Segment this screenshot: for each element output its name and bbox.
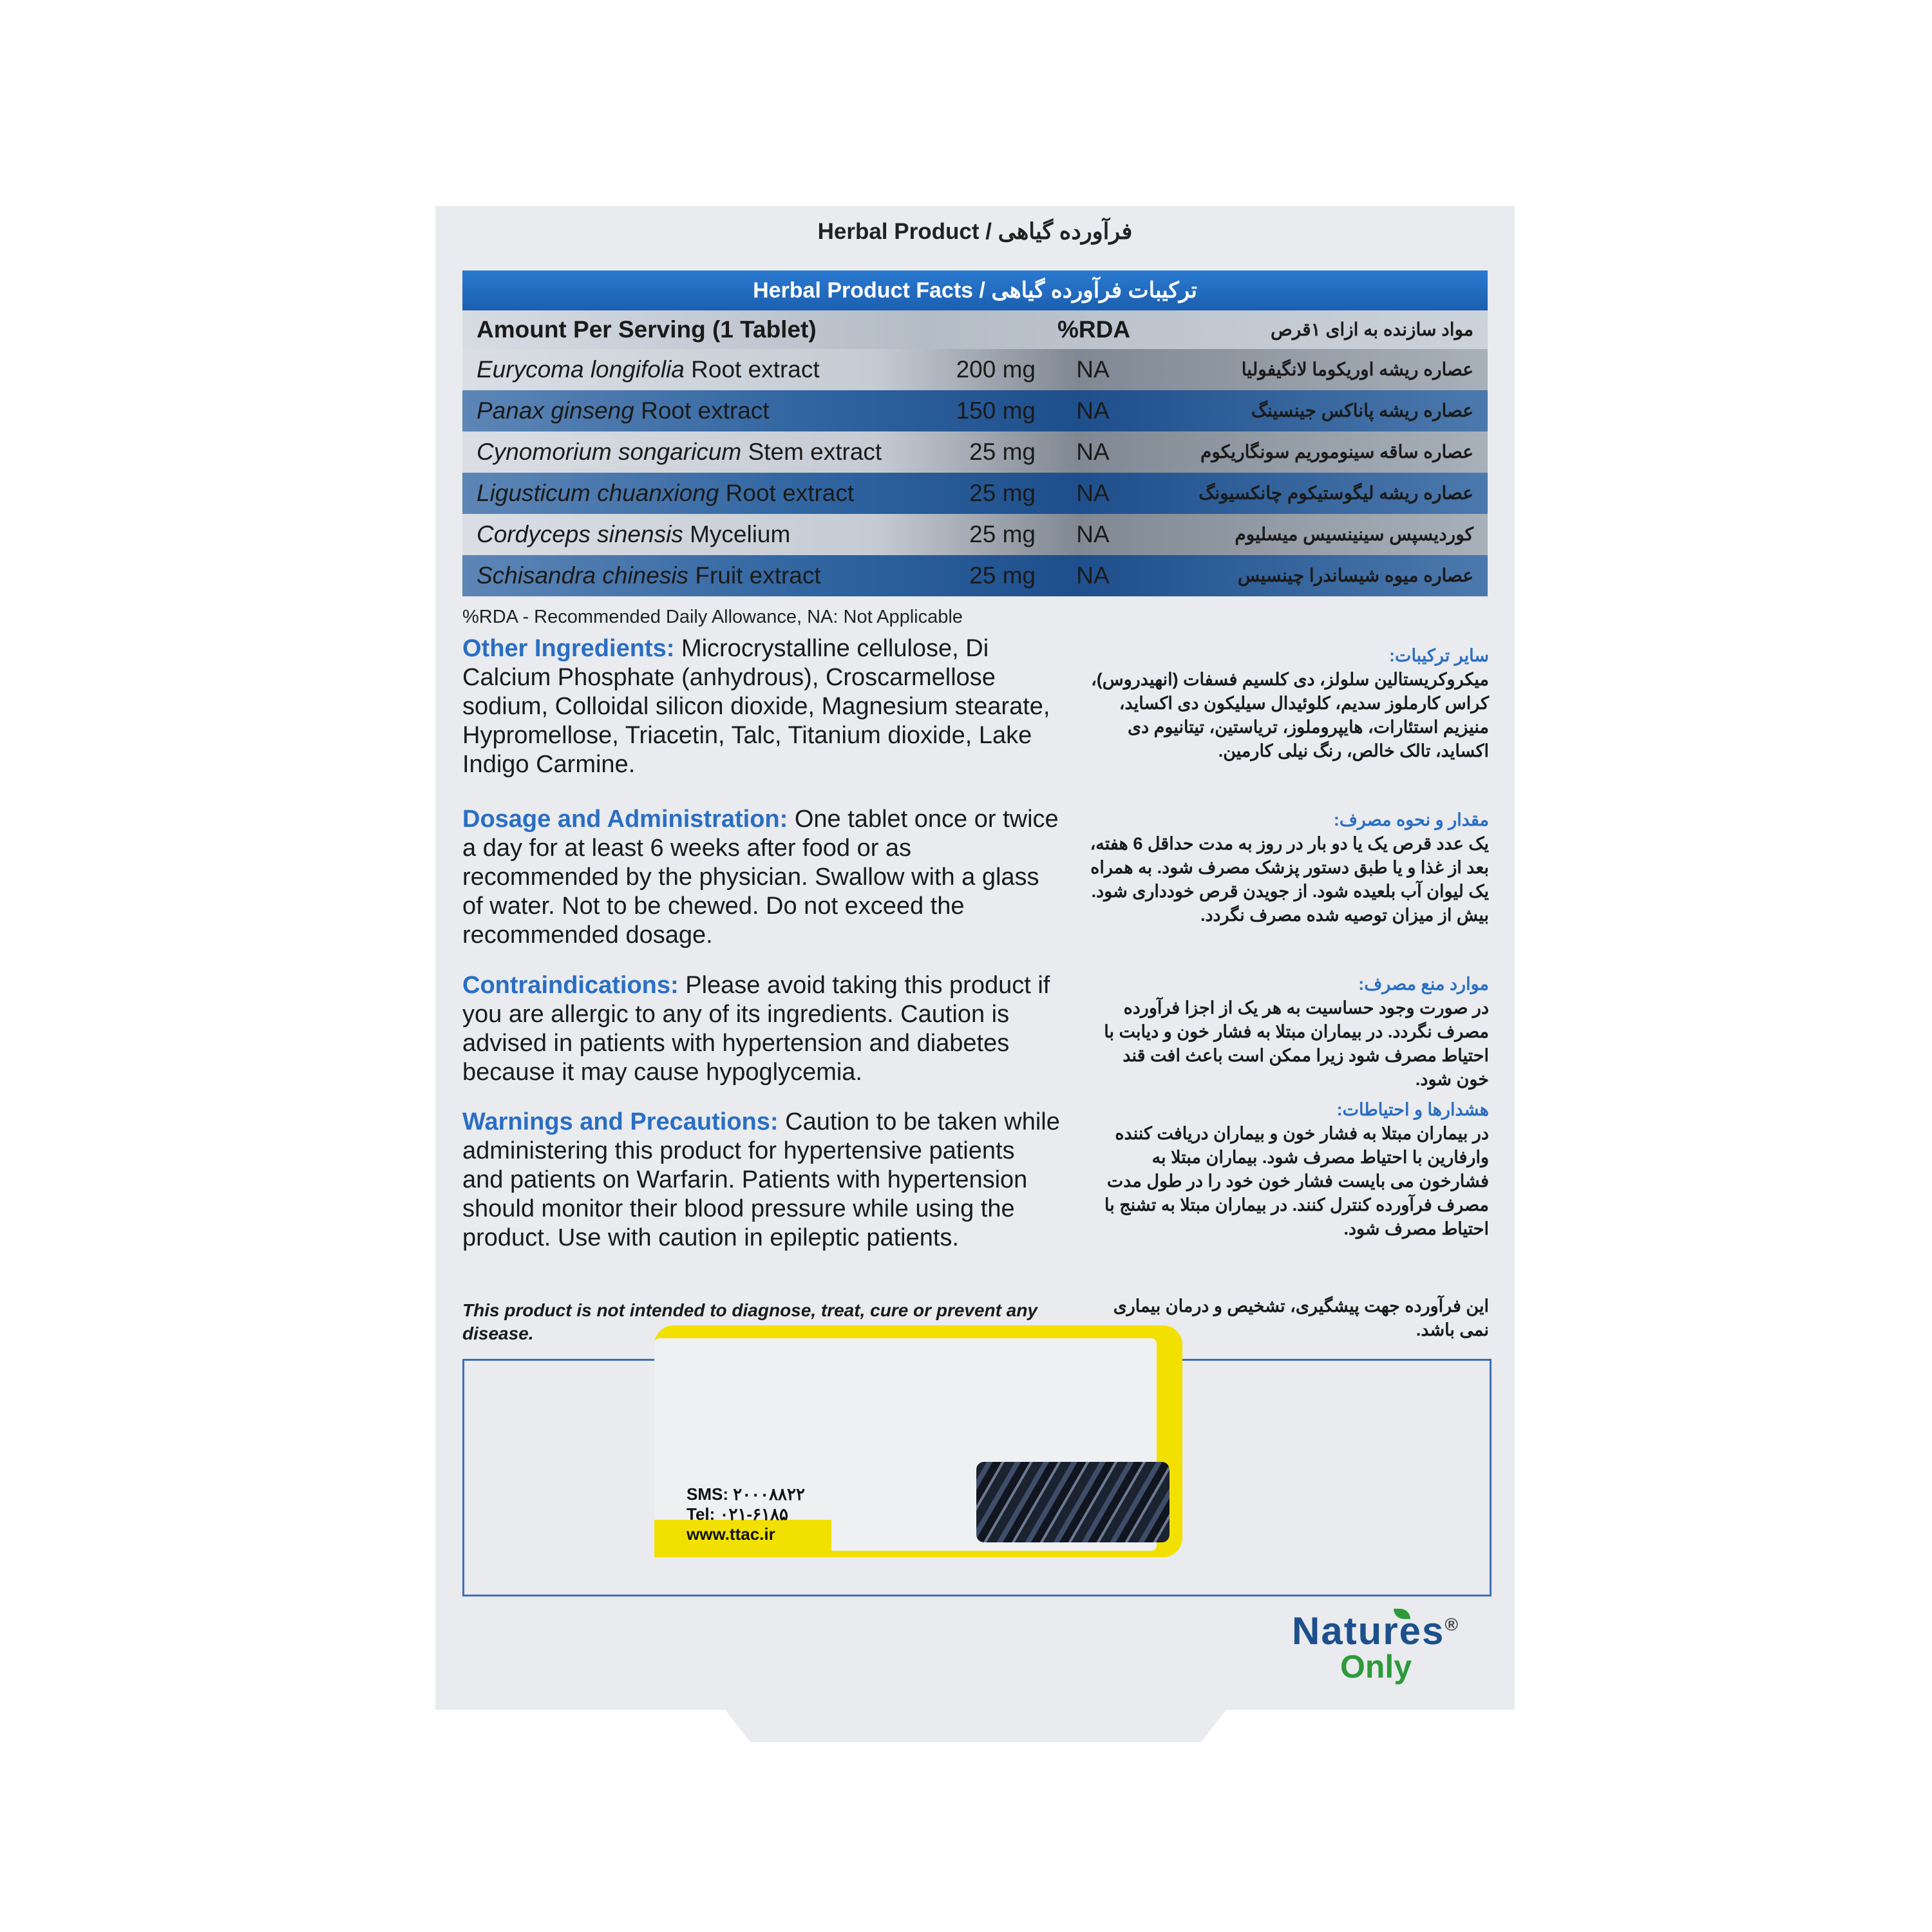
warn-heading: Warnings and Precautions: <box>462 1108 779 1135</box>
dosage-heading-fa: مقدار و نحوه مصرف: <box>1333 810 1489 829</box>
ingredient-name <box>477 473 854 514</box>
sticker-tel: Tel: ۰۲۱-۶۱۸۵ <box>687 1504 788 1524</box>
sticker-web: www.ttac.ir <box>687 1524 775 1544</box>
ingredient-rda: NA <box>1076 356 1110 383</box>
dosage-heading: Dosage and Administration: <box>462 806 788 833</box>
ingredient-rda: NA <box>1076 480 1110 506</box>
ingredient-amount: 25 mg <box>969 562 1036 589</box>
contraindications-section <box>462 971 1061 1087</box>
other-body: Microcrystalline cellulose, Di Calcium Phosphate (anhydrous), Croscarmellose sodium, Colloidal silicon dioxide, Magnesium stearate, Hypromellose, Triacetin, Talc, Titanium dioxide, Lake Indigo Carmine. <box>462 635 1050 778</box>
dosage-body: One tablet once or twice a day for at least 6 weeks after food or as recommended by the physician. Swallow with a glass of water. Not to be chewed. Do not exceed the recommended dosage. <box>462 806 1059 949</box>
ingredient-name <box>477 349 820 390</box>
dosage-section <box>462 805 1061 950</box>
col-fa: مواد سازنده به ازای ۱قرص <box>1270 319 1473 339</box>
other-ingredients-fa <box>1090 644 1489 763</box>
ingredient-fa: عصاره ساقه سینوموریم سونگاریکوم <box>1200 442 1473 462</box>
ingredient-amount: 150 mg <box>956 397 1036 424</box>
other-heading-fa: سایر ترکیبات: <box>1389 646 1489 665</box>
ingredient-latin: Schisandra chinesis <box>477 562 689 589</box>
facts-row <box>462 431 1488 473</box>
ingredient-fa: عصاره میوه شیساندرا چینسیس <box>1237 565 1473 585</box>
contraindications-section-fa <box>1090 972 1489 1092</box>
facts-row <box>462 390 1488 431</box>
logo-line2: Only <box>1340 1649 1412 1685</box>
facts-row <box>462 349 1488 390</box>
ingredient-fa: عصاره ریشه پاناکس جینسینگ <box>1251 401 1473 421</box>
ingredient-part: Root extract <box>684 356 820 383</box>
logo-line1 <box>1292 1609 1459 1653</box>
other-heading: Other Ingredients: <box>462 635 675 662</box>
ingredient-part: Stem extract <box>741 439 882 465</box>
ingredient-latin: Ligusticum chuanxiong <box>477 480 719 506</box>
product-title: Herbal Product / فرآورده گیاهی <box>817 219 1133 244</box>
logo-natures: Natures <box>1292 1609 1445 1653</box>
bottom-tab <box>725 1710 1226 1742</box>
ingredient-latin: Eurycoma longifolia <box>477 356 685 383</box>
ingredient-latin: Panax ginseng <box>477 397 634 424</box>
col-serving: Amount Per Serving (1 Tablet) <box>477 316 817 343</box>
hologram-icon <box>976 1462 1170 1542</box>
contra-body-fa: در صورت وجود حساسیت به هر یک از اجزا فرآورده مصرف نگردد. در بیماران مبتلا به فشار خون و دیابت با احتیاط مصرف شود زیرا ممکن است باعث افت قند خون شود. <box>1104 998 1489 1089</box>
ingredient-amount: 200 mg <box>956 356 1036 383</box>
facts-row <box>462 514 1488 555</box>
ingredient-part: Mycelium <box>683 521 791 547</box>
facts-row <box>462 555 1488 596</box>
warnings-section <box>462 1108 1061 1253</box>
ingredient-rda: NA <box>1076 397 1110 424</box>
disclaimer-fa: این فرآورده جهت پیشگیری، تشخیص و درمان بیماری نمی باشد. <box>1113 1296 1489 1340</box>
ingredient-name <box>477 431 882 473</box>
warn-heading-fa: هشدارها و احتیاطات: <box>1336 1100 1489 1119</box>
facts-row <box>462 473 1488 514</box>
disclaimer: This product is not intended to diagnose, treat, cure or prevent any disease. <box>462 1300 1038 1343</box>
warn-body: Caution to be taken while administering this product for hypertensive patients and patients on Warfarin. Patients with hypertension should monitor their blood pressure while using the product. Use with caution in epileptic patients. <box>462 1108 1060 1251</box>
ingredient-rda: NA <box>1076 439 1110 465</box>
facts-header: Herbal Product Facts / ترکیبات فرآورده گیاهی <box>462 270 1488 310</box>
warnings-section-fa <box>1090 1098 1489 1241</box>
ingredient-latin: Cynomorium songaricum <box>477 439 742 465</box>
dosage-body-fa: یک عدد قرص یک یا دو بار در روز به مدت حداقل 6 هفته، بعد از غذا و یا طبق دستور پزشک مصرف شود. به همراه یک لیوان آب بلعیده شود. از جویدن قرص خودداری شود. بیش از میزان توصیه شده مصرف نگردد. <box>1090 834 1489 925</box>
ingredient-name <box>477 555 821 596</box>
other-ingredients <box>462 634 1061 779</box>
contra-heading-fa: موارد منع مصرف: <box>1358 974 1489 994</box>
ingredient-latin: Cordyceps sinensis <box>477 521 683 547</box>
contra-body: Please avoid taking this product if you are allergic to any of its ingredients. Caution is advised in patients with hypertension and diabetes because it may cause hypoglycemia. <box>462 972 1050 1086</box>
ingredient-fa: عصاره ریشه اوریکوما لانگیفولیا <box>1241 359 1473 379</box>
ingredient-amount: 25 mg <box>969 480 1036 506</box>
ingredient-name <box>477 390 770 431</box>
contra-heading: Contraindications: <box>462 972 679 999</box>
brand-logo <box>1292 1609 1459 1685</box>
registered-mark: ® <box>1444 1615 1460 1634</box>
sticker-sms: SMS: ۲۰۰۰۸۸۲۲ <box>687 1484 805 1504</box>
facts-table <box>462 270 1488 599</box>
other-body-fa: میکروکریستالین سلولز، دی کلسیم فسفات (انهیدروس)، کراس کارملوز سدیم، کلوئیدال سیلیکون دی اکساید، منیزیم استئارات، هایپروملوز، تریاستین، تیتانیوم دی اکساید، تالک خالص، رنگ نیلی کارمین. <box>1091 670 1489 761</box>
ingredient-fa: کوردیسپس سینینسیس میسلیوم <box>1235 524 1473 544</box>
label-panel <box>435 206 1515 1710</box>
ingredient-amount: 25 mg <box>969 521 1036 547</box>
ingredient-part: Fruit extract <box>688 562 821 589</box>
ingredient-fa: عصاره ریشه لیگوستیکوم چانکسیونگ <box>1198 483 1473 503</box>
ingredient-part: Root extract <box>634 397 770 424</box>
rda-note: %RDA - Recommended Daily Allowance, NA: Not Applicable <box>462 607 963 627</box>
warn-body-fa: در بیماران مبتلا به فشار خون و بیماران دریافت کننده وارفارین با احتیاط مصرف شود. بیماران مبتلا به فشارخون می بایست فشار خون خود را در طول مدت مصرف فرآورده کنترل کنند. در بیماران مبتلا به تشنج با احتیاط مصرف شود. <box>1104 1124 1489 1238</box>
col-rda: %RDA <box>1057 316 1131 343</box>
ingredient-rda: NA <box>1076 562 1110 589</box>
sticker-contact <box>687 1484 805 1544</box>
dosage-section-fa <box>1090 808 1489 927</box>
facts-column-header <box>462 310 1488 349</box>
ingredient-rda: NA <box>1076 521 1110 547</box>
ingredient-part: Root extract <box>719 480 855 506</box>
ingredient-amount: 25 mg <box>969 439 1036 465</box>
ingredient-name <box>477 514 790 555</box>
